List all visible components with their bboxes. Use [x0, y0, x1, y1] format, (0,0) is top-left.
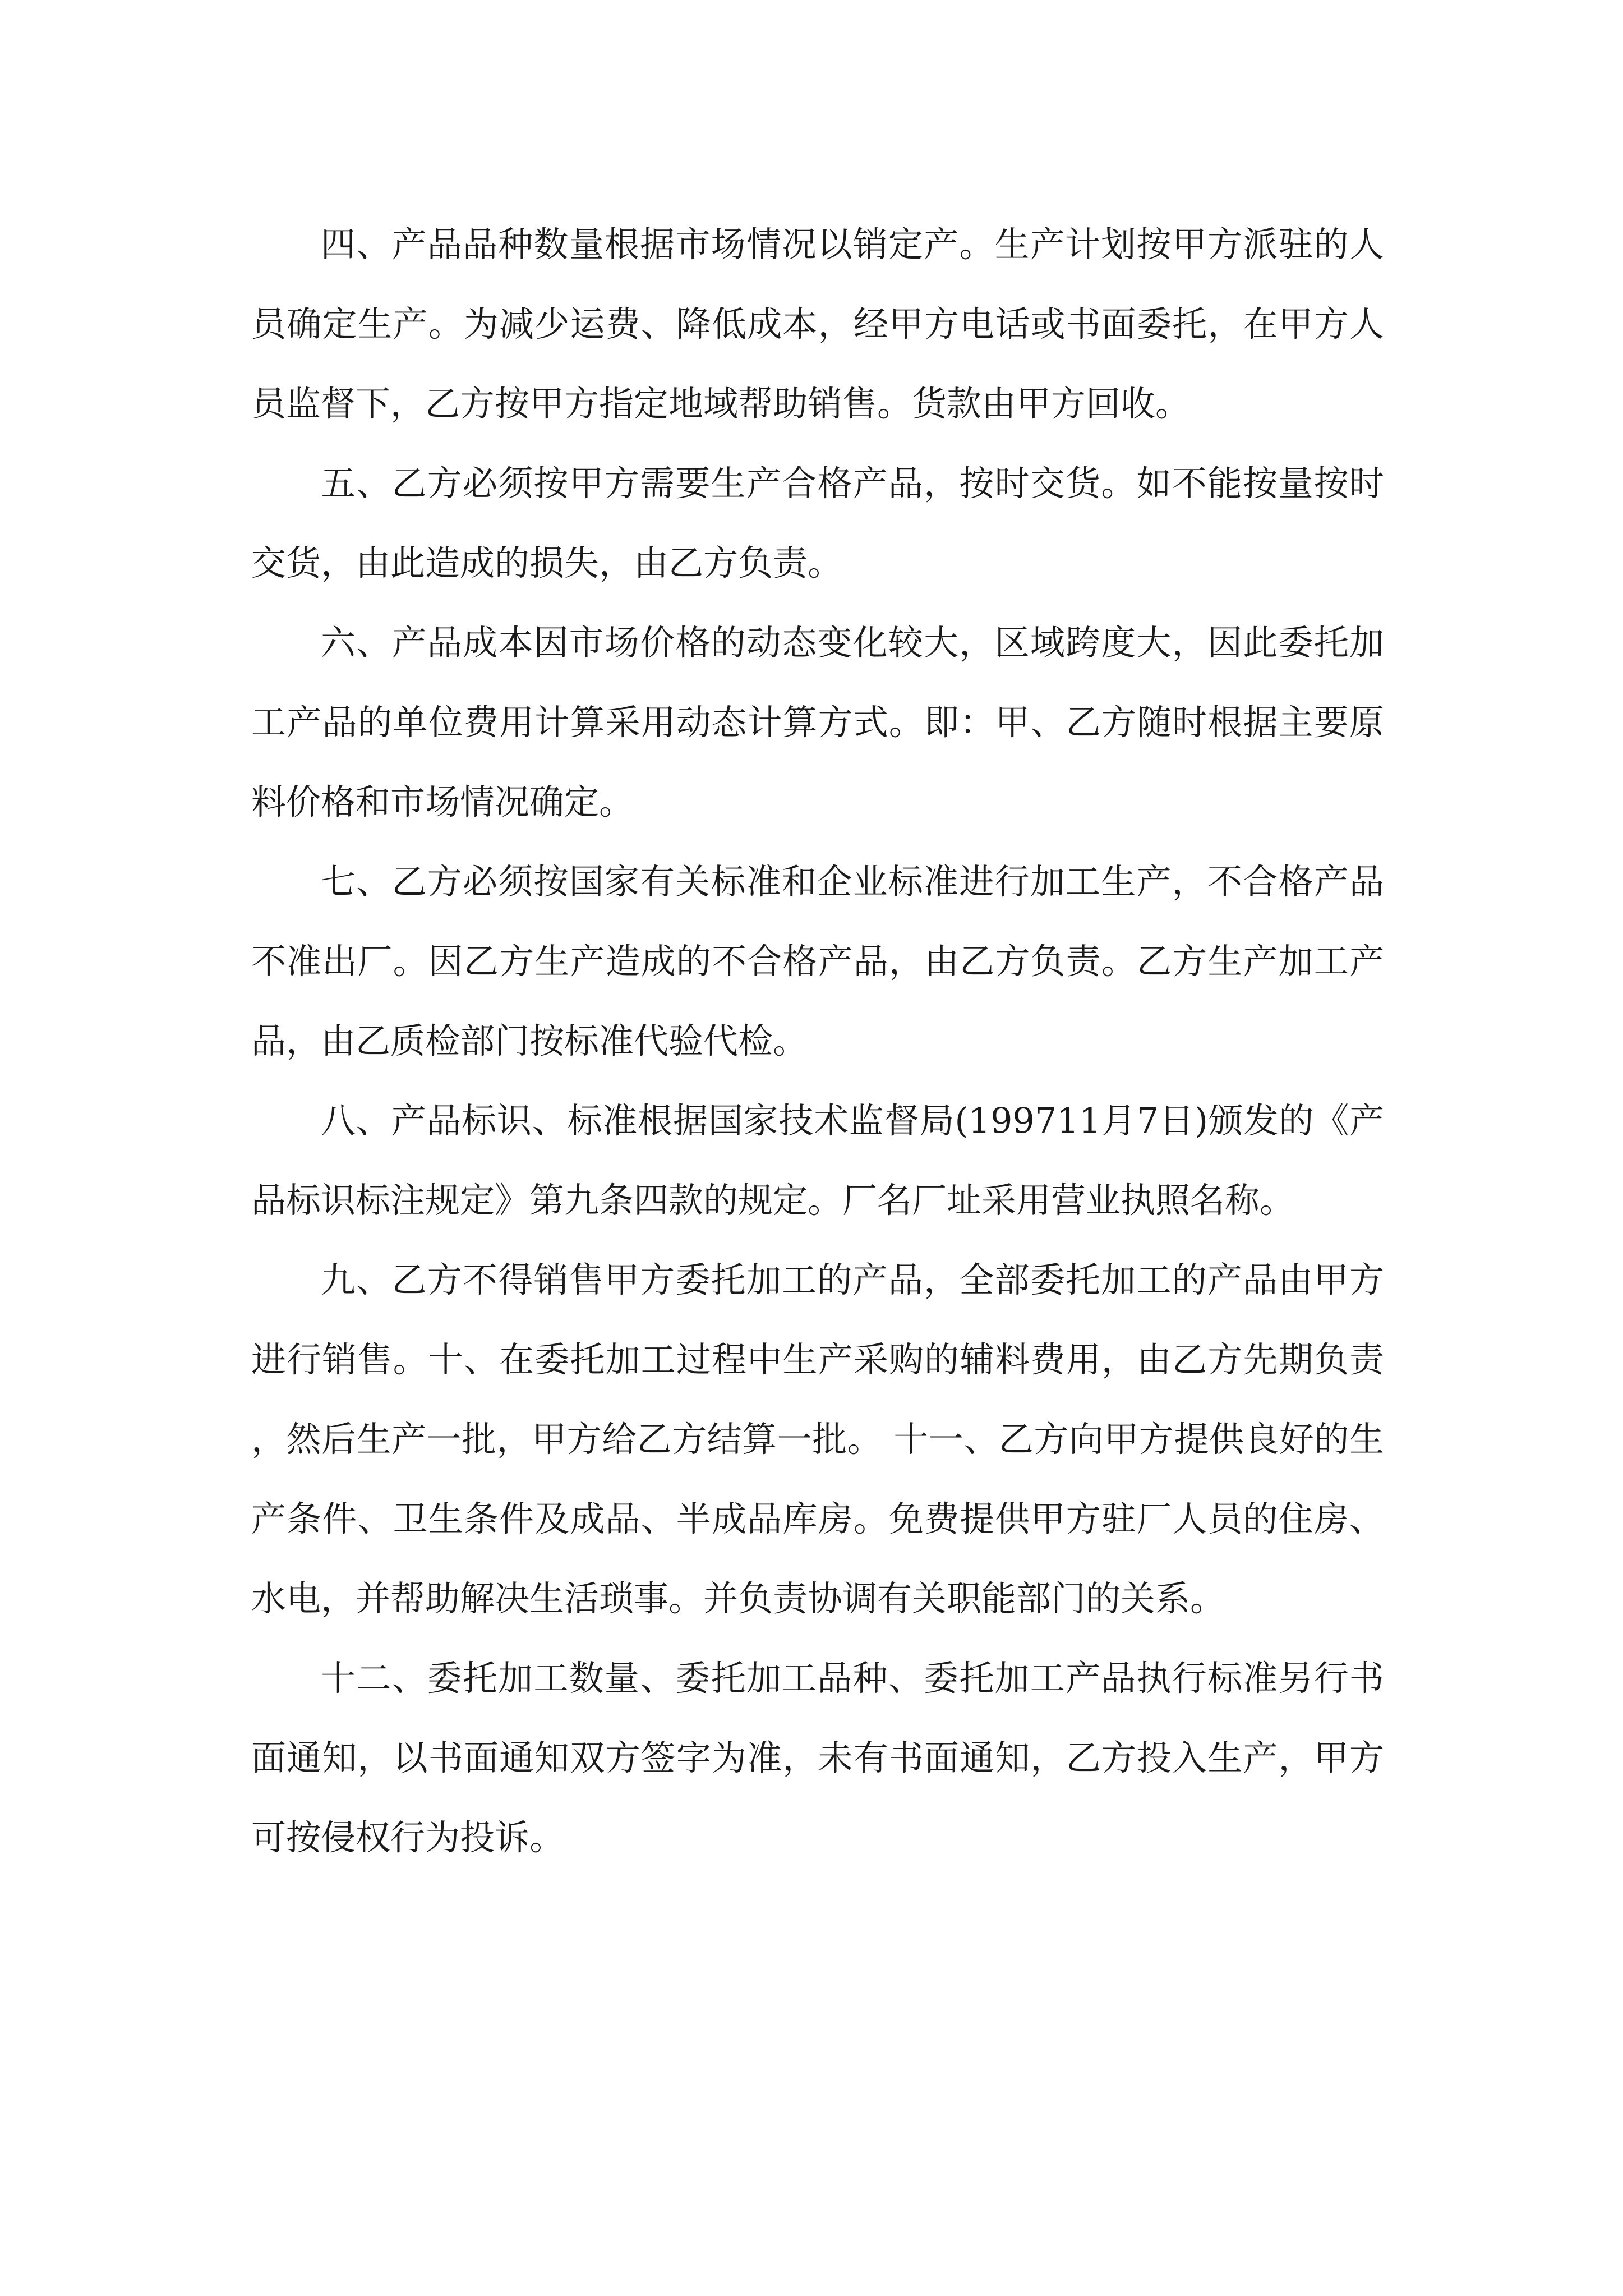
- paragraph-9-11: 九、乙方不得销售甲方委托加工的产品，全部委托加工的产品由甲方进行销售。十、在委托加工过程中生产采购的辅料费用，由乙方先期负责，然后生产一批，甲方给乙方结算一批。 十一、乙方向甲方提供良好的生产条件、卫生条件及成品、半成品库房。免费提供甲方驻厂人员的住房、水电，并帮助解决生活琐事。并负责协调有关职能部门的关系。: [251, 1259, 1384, 1619]
- paragraph-7: 七、乙方必须按国家有关标准和企业标准进行加工生产，不合格产品不准出厂。因乙方生产造成的不合格产品，由乙方负责。乙方生产加工产品，由乙质检部门按标准代验代检。: [251, 861, 1384, 1061]
- document-body: [251, 205, 1384, 1878]
- paragraph-12: 十二、委托加工数量、委托加工品种、委托加工产品执行标准另行书面通知，以书面通知双方签字为准，未有书面通知，乙方投入生产，甲方可按侵权行为投诉。: [251, 1658, 1384, 1858]
- paragraph-5: 五、乙方必须按甲方需要生产合格产品，按时交货。如不能按量按时交货，由此造成的损失，由乙方负责。: [251, 463, 1384, 583]
- paragraph-6: 六、产品成本因市场价格的动态变化较大，区域跨度大，因此委托加工产品的单位费用计算采用动态计算方式。即：甲、乙方随时根据主要原料价格和市场情况确定。: [251, 622, 1384, 822]
- paragraph-4: 四、产品品种数量根据市场情况以销定产。生产计划按甲方派驻的人员确定生产。为减少运费、降低成本，经甲方电话或书面委托，在甲方人员监督下，乙方按甲方指定地域帮助销售。货款由甲方回收。: [251, 224, 1384, 424]
- paragraph-8: 八、产品标识、标准根据国家技术监督局(199711月7日)颁发的《产品标识标注规定》第九条四款的规定。厂名厂址采用营业执照名称。: [251, 1100, 1384, 1221]
